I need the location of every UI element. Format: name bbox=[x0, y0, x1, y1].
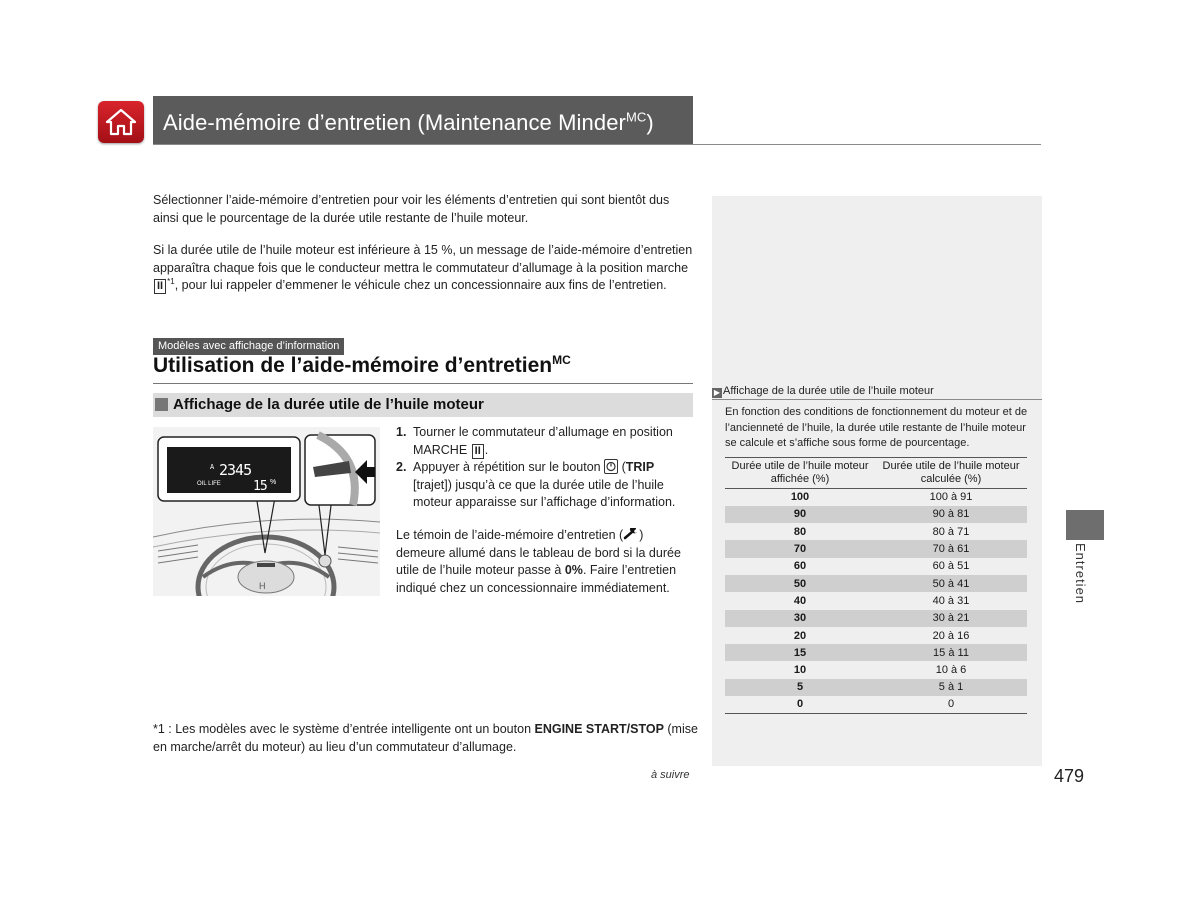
subsection-heading: Affichage de la durée utile de l’huile moteur bbox=[153, 393, 693, 417]
table-row: 15 15 à 11 bbox=[725, 644, 1027, 661]
table-row: 30 30 à 21 bbox=[725, 610, 1027, 627]
table-row: 90 90 à 81 bbox=[725, 506, 1027, 523]
svg-text:H: H bbox=[259, 581, 266, 591]
page-header bbox=[153, 96, 693, 144]
chapter-label: Entretien bbox=[1073, 543, 1088, 605]
ignition-key-symbol: II bbox=[472, 444, 484, 459]
oil-life-table bbox=[725, 457, 1027, 714]
note-text: En fonction des conditions de fonctionnement du moteur et de l’ancienneté de l’huile, la durée utile restante de l’huile moteur se calcule et s’affiche sous forme de pourcentage. bbox=[725, 406, 1028, 449]
column-header-displayed: Durée utile de l’huile moteur affichée (%) bbox=[725, 458, 875, 489]
trip-knob-icon bbox=[604, 459, 618, 474]
wrench-icon bbox=[623, 528, 639, 540]
column-header-calculated: Durée utile de l’huile moteur calculée (%) bbox=[875, 458, 1027, 489]
ignition-key-symbol: II bbox=[154, 279, 166, 294]
continue-label: à suivre bbox=[651, 769, 690, 781]
section-divider bbox=[153, 383, 693, 384]
table-row: 10 10 à 6 bbox=[793, 664, 967, 677]
table-header-row bbox=[725, 458, 1027, 489]
display-oil-life-label: OIL LIFE bbox=[197, 481, 221, 487]
maintenance-warning: Le témoin de l’aide-mémoire d’entretien ( ) demeure allumé dans le tableau de bord si la durée utile de l’huile moteur passe à 0%. Faire l’entretien indiqué chez un concessionnaire immédiatement. bbox=[396, 528, 681, 595]
display-oil-life-value: 15 bbox=[253, 479, 267, 494]
page-title: Aide-mémoire d’entretien (Maintenance Minder$^{MC}$) bbox=[163, 109, 654, 135]
house-icon bbox=[105, 107, 137, 137]
table-row: 60 60 à 51 bbox=[793, 560, 970, 573]
model-badge: Modèles avec affichage d’information bbox=[153, 338, 344, 355]
step-1: 1. Tourner le commutateur d’allumage en position MARCHE II . bbox=[396, 425, 673, 457]
table-row: 5 5 à 1 bbox=[725, 679, 1027, 696]
display-percent: % bbox=[270, 479, 277, 486]
table-row: 100 100 à 91 bbox=[790, 491, 973, 504]
display-odometer: 2345 bbox=[219, 461, 252, 479]
table-row: 70 70 à 61 bbox=[725, 540, 1027, 557]
note-divider bbox=[712, 399, 1042, 400]
table-row: 20 20 à 16 bbox=[793, 629, 970, 642]
header-divider bbox=[153, 144, 1041, 145]
chapter-tab[interactable] bbox=[1066, 510, 1104, 540]
dashboard-illustration bbox=[153, 427, 380, 596]
display-indicator: A bbox=[210, 463, 215, 471]
page-number: 479 bbox=[1054, 766, 1085, 786]
note-heading: ▶ Affichage de la durée utile de l’huile moteur bbox=[713, 385, 934, 397]
bullet-square-icon bbox=[155, 398, 168, 411]
intro-paragraph-1: Sélectionner l’aide-mémoire d’entretien pour voir les éléments d’entretien qui sont bientôt dus ainsi que le pourcentage de la durée utile restante de l’huile moteur. bbox=[153, 193, 670, 225]
table-row: 0 0 bbox=[725, 696, 1027, 713]
intro-paragraph-2: Si la durée utile de l’huile moteur est inférieure à 15 %, un message de l’aide-mémoire d’entretien apparaîtra chaque fois que le conducteur mettra le commutateur d’allumage à la position marche II $^{*1}$, pour lui rappeler d’emmener le véhicule chez un concessionnaire aux fins de l’entretien. bbox=[153, 243, 693, 292]
home-icon[interactable] bbox=[98, 101, 144, 143]
table-row: 40 40 à 31 bbox=[793, 594, 970, 607]
table-row: 50 50 à 41 bbox=[725, 575, 1027, 592]
table-row: 80 80 à 71 bbox=[793, 525, 970, 538]
footnote: *1 : Les modèles avec le système d’entrée intelligente ont un bouton ENGINE START/STOP (mise en marche/arrêt du moteur) au lieu d’un commutateur d’allumage. bbox=[153, 722, 698, 754]
step-2: 2. Appuyer à répétition sur le bouton (TRIP [trajet]) jusqu’à ce que la durée utile de l’huile moteur apparaisse sur l’affichage d’information. bbox=[396, 460, 676, 509]
section-heading: Utilisation de l’aide-mémoire d’entretien$^{MC}$ bbox=[153, 353, 571, 377]
note-arrow-icon: ▶ bbox=[713, 388, 721, 397]
